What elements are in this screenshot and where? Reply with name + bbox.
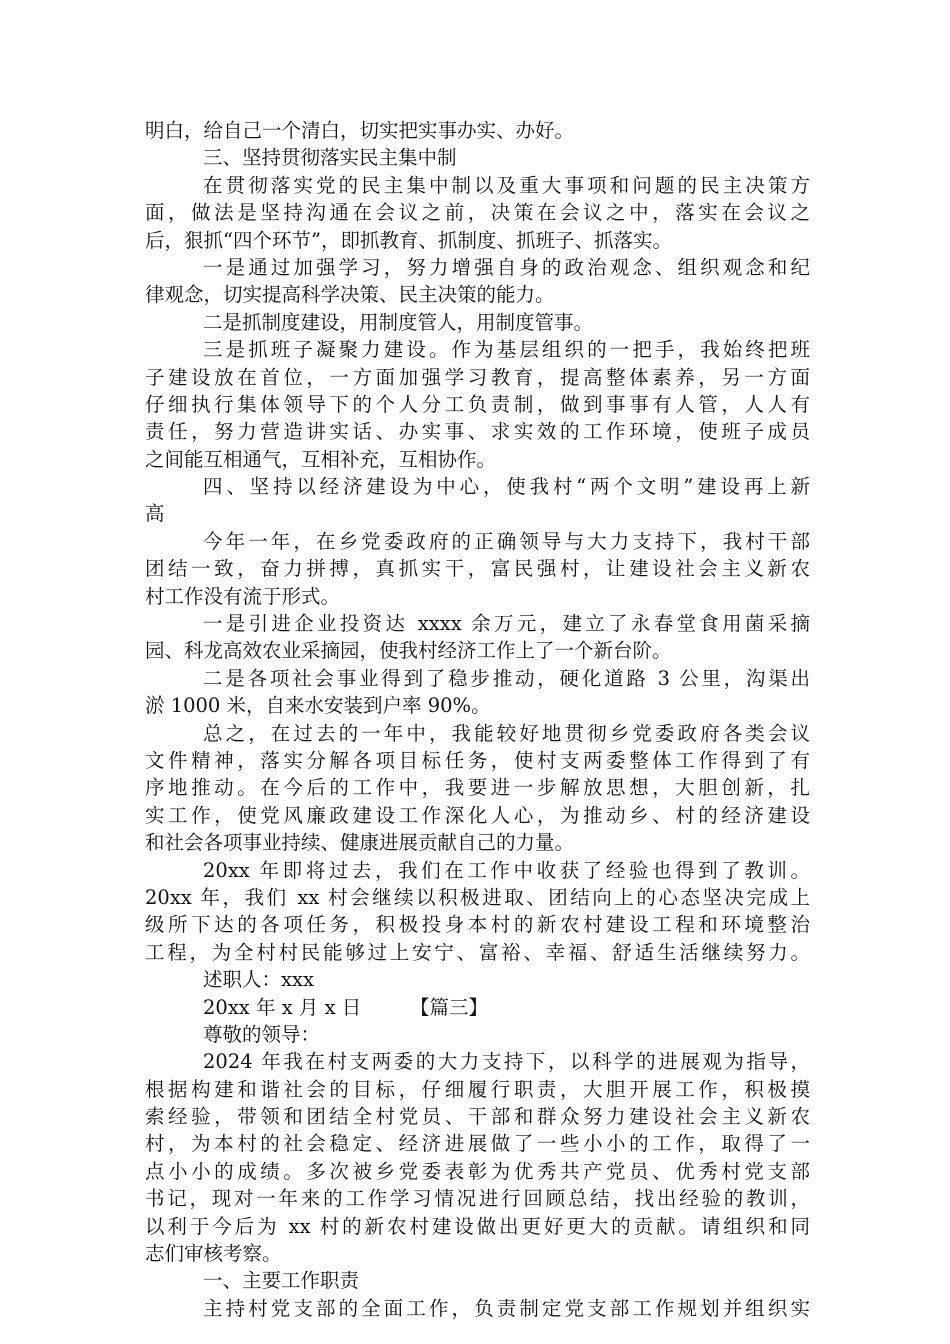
text-line: 20xx 年即将过去，我们在工作中收获了经验也得到了教训。 xyxy=(203,858,810,882)
text-line: 淤 1000 米，自来水安装到户率 90%。 xyxy=(145,694,491,718)
text-line: 主持村党支部的全面工作，负责制定党支部工作规划并组织实 xyxy=(203,1296,810,1320)
text-line: 书记，现对一年来的工作学习情况进行回顾总结，找出经验的教训， xyxy=(145,1187,810,1211)
text-line: 尊敬的领导： xyxy=(203,1022,321,1046)
text-line: 述职人：xxx xyxy=(203,968,314,992)
text-line: 明白，给自己一个清白，切实把实事办实、办好。 xyxy=(145,119,575,142)
text-line: 村工作没有流于形式。 xyxy=(145,584,341,608)
text-line: 今年一年，在乡党委政府的正确领导与大力支持下，我村干部 xyxy=(203,529,810,553)
text-line: 三、坚持贯彻落实民主集中制 xyxy=(203,146,457,170)
text-line: 文件精神，落实分解各项目标任务，使村支两委整体工作得到了有 xyxy=(145,748,810,772)
text-line: 一、主要工作职责 xyxy=(203,1269,360,1293)
text-line: 在贯彻落实党的民主集中制以及重大事项和问题的民主决策方 xyxy=(203,173,810,197)
text-line: 责任，努力营造讲实话、办实事、求实效的工作环境，使班子成员 xyxy=(145,420,810,444)
text-line: 团结一致，奋力拼搏，真抓实干，富民强村，让建设社会主义新农 xyxy=(145,557,810,581)
text-line: 2024 年我在村支两委的大力支持下，以科学的进展观为指导， xyxy=(203,1050,810,1074)
text-line: 高 xyxy=(145,502,165,526)
text-line: 律观念，切实提高科学决策、民主决策的能力。 xyxy=(145,283,555,307)
text-line: 面，做法是坚持沟通在会议之前，决策在会议之中，落实在会议之 xyxy=(145,201,810,225)
text-line: 仔细执行集体领导下的个人分工负责制，做到事事有人管，人人有 xyxy=(145,392,810,416)
text-line: 序地推动。在今后的工作中，我要进一步解放思想，大胆创新，扎 xyxy=(145,776,810,800)
text-line: 子建设放在首位，一方面加强学习教育，提高整体素养，另一方面 xyxy=(145,365,810,389)
text-line: 四、坚持以经济建设为中心，使我村“两个文明”建设再上新 xyxy=(203,475,810,499)
text-line: 一是通过加强学习，努力增强自身的政治观念、组织观念和纪 xyxy=(203,255,810,279)
text-line: 索经验，带领和团结全村党员、干部和群众努力建设社会主义新农 xyxy=(145,1105,810,1129)
text-line: 和社会各项事业持续、健康进展贡献自己的力量。 xyxy=(145,831,575,855)
text-line: 一是引进企业投资达 xxxx 余万元，建立了永春堂食用菌采摘 xyxy=(203,612,810,636)
text-line: 后，狠抓“四个环节”，即抓教育、抓制度、抓班子、抓落实。 xyxy=(145,228,672,252)
text-line: 村，为本村的社会稳定、经济进展做了一些小小的工作，取得了一 xyxy=(145,1132,810,1156)
text-line: 根据构建和谐社会的目标，仔细履行职责，大胆开展工作，积极摸 xyxy=(145,1077,810,1101)
text-line: 实工作，使党风廉政建设工作深化人心，为推动乡、村的经济建设 xyxy=(145,803,810,827)
text-line: 二是各项社会事业得到了稳步推动，硬化道路 3 公里，沟渠出 xyxy=(203,666,810,690)
text-line: 20xx 年，我们 xx 村会继续以积极进取、团结向上的心态坚决完成上 xyxy=(145,885,810,909)
text-line: 点小小的成绩。多次被乡党委表彰为优秀共产党员、优秀村党支部 xyxy=(145,1159,810,1183)
text-line: 级所下达的各项任务，积极投身本村的新农村建设工程和环境整治 xyxy=(145,913,810,937)
text-line: 工程，为全村村民能够过上安宁、富裕、幸福、舒适生活继续努力。 xyxy=(145,940,810,964)
text-line: 三是抓班子凝聚力建设。作为基层组织的一把手，我始终把班 xyxy=(203,338,810,362)
document-page xyxy=(145,117,810,1322)
text-line: 20xx 年 x 月 x 日 【篇三】 xyxy=(203,995,489,1019)
text-line: 之间能互相通气，互相补充，互相协作。 xyxy=(145,447,497,471)
text-line: 志们审核考察。 xyxy=(145,1242,282,1266)
text-line: 以利于今后为 xx 村的新农村建设做出更好更大的贡献。请组织和同 xyxy=(145,1214,810,1238)
document-body xyxy=(145,117,810,1322)
text-line: 总之，在过去的一年中，我能较好地贯彻乡党委政府各类会议 xyxy=(203,721,810,745)
text-line: 二是抓制度建设，用制度管人，用制度管事。 xyxy=(203,310,594,334)
text-line: 园、科龙高效农业采摘园，使我村经济工作上了一个新台阶。 xyxy=(145,639,672,663)
